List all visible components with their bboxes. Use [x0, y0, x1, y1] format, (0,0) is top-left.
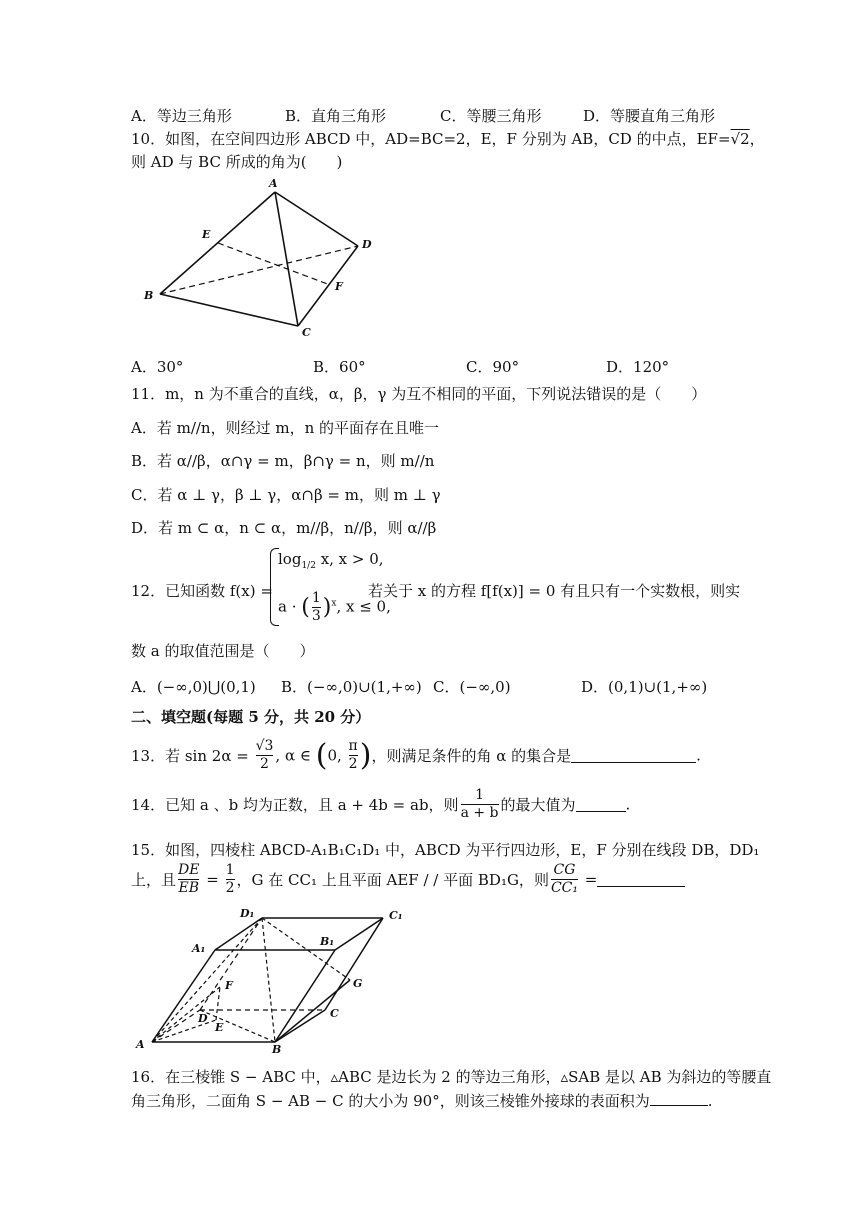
- q15-label-g: G: [353, 977, 363, 990]
- q10-label-e: E: [202, 228, 211, 241]
- q12-case1-base: 1/2: [301, 561, 316, 571]
- q11-option-b: B．若 α//β，α∩γ = m，β∩γ = n，则 m//n: [131, 452, 435, 470]
- q12-suffix: 若关于 x 的方程 f[f(x)] = 0 有且只有一个实数根，则实: [368, 582, 741, 600]
- q15-line1: 15．如图，四棱柱 ABCD-A₁B₁C₁D₁ 中，ABCD 为平行四边形，E，F 分别在线段 DB，DD₁: [131, 841, 760, 859]
- q12-option-c: C．(−∞,0): [433, 678, 511, 696]
- q13-zero: 0,: [327, 746, 347, 765]
- q12-option-d: D．(0,1)∪(1,+∞): [581, 678, 708, 696]
- q11-stem: 11．m，n 为不重合的直线，α，β，γ 为互不相同的平面，下列说法错误的是（ ）: [131, 385, 707, 403]
- q15-line2-pre: 上，且: [131, 871, 177, 889]
- q10-sqrt2: √2: [730, 130, 750, 148]
- q10-option-d: D．120°: [606, 358, 670, 376]
- q15-label-d1: D₁: [240, 907, 255, 920]
- q15-frac3-den: CC₁: [550, 880, 578, 896]
- q10-label-a: A: [269, 177, 278, 190]
- q11-option-c: C．若 α ⊥ γ，β ⊥ γ，α∩β = m，则 m ⊥ γ: [131, 486, 441, 504]
- q10-stem-line2: 则 AD 与 BC 所成的角为( ): [131, 153, 343, 171]
- q9-option-a: A．等边三角形: [131, 107, 232, 125]
- q9-option-c: C．等腰三角形: [440, 107, 542, 125]
- q12-case2-exp: x: [331, 598, 337, 609]
- q15-line2: [131, 862, 685, 897]
- q13-mid: , α ∈: [275, 746, 316, 765]
- q15-label-a1: A₁: [192, 942, 206, 955]
- q12-case2-den: 3: [311, 608, 321, 624]
- q15-label-f: F: [225, 979, 233, 992]
- q15-label-c1: C₁: [389, 909, 403, 922]
- q16-line1: 16．在三棱锥 S − ABC 中，▵ABC 是边长为 2 的等边三角形，▵SAB 是以 AB 为斜边的等腰直: [131, 1068, 772, 1086]
- q16-answer-blank[interactable]: [650, 1091, 708, 1106]
- q12-case1-rest: x, x > 0,: [315, 550, 384, 568]
- q15-line2-mid: ，G 在 CC₁ 上且平面 AEF / / 平面 BD₁G，则: [236, 871, 549, 889]
- q16-end: .: [707, 1092, 713, 1110]
- q14-frac-den: a + b: [460, 805, 499, 821]
- q15-frac1-num: DE: [178, 862, 200, 878]
- q12-case2-pre: a ·: [278, 597, 297, 616]
- q14-pre: 14．已知 a 、b 均为正数，且 a + 4b = ab，则: [131, 796, 459, 814]
- q9-option-d: D．等腰直角三角形: [583, 107, 716, 125]
- q12-case2: a · ( $\frac{1}{3}$ )$^x$, x ≤ 0,: [278, 590, 391, 624]
- q14: [131, 787, 630, 822]
- q9-option-b: B．直角三角形: [285, 107, 387, 125]
- q10-label-b: B: [144, 289, 154, 302]
- q13-pi-num: π: [348, 738, 358, 754]
- q12-case2-rest: , x ≤ 0,: [336, 597, 391, 616]
- q14-post: 的最大值为: [500, 796, 576, 814]
- q13-pre: 13．若 sin 2α =: [131, 747, 249, 765]
- q10-tetrahedron-figure: [140, 172, 380, 342]
- q15-label-b1: B₁: [320, 935, 335, 948]
- q15-frac1-den: EB: [178, 880, 199, 896]
- q14-frac-num: 1: [461, 787, 499, 805]
- q15-line2-end: =: [580, 870, 598, 889]
- q13-open: (: [315, 738, 328, 773]
- section-fill-in-heading: 二、填空题(每题 5 分，共 20 分）: [131, 708, 371, 726]
- q10-stem-line1: [131, 128, 765, 149]
- q13-frac-den: 2: [260, 756, 269, 772]
- q15-frac3-num: CG: [551, 862, 578, 880]
- q12-case1: [278, 550, 384, 571]
- q10-option-b: B．60°: [313, 358, 366, 376]
- q14-answer-blank[interactable]: [576, 797, 626, 812]
- q13-post: ，则满足条件的角 α 的集合是: [371, 747, 572, 765]
- q14-end: .: [625, 795, 631, 814]
- q15-label-a: A: [136, 1038, 145, 1051]
- q13-frac-num: √3: [255, 738, 274, 754]
- q15-frac2-den: 2: [225, 880, 235, 896]
- q11-option-a: A．若 m//n，则经过 m，n 的平面存在且唯一: [131, 419, 440, 437]
- q15-label-b: B: [272, 1043, 282, 1055]
- q13: [131, 738, 701, 773]
- q16-line2: [131, 1090, 713, 1111]
- q15-prism-figure: [130, 905, 420, 1055]
- q13-pi-den: 2: [348, 756, 358, 772]
- q13-answer-blank[interactable]: [571, 748, 696, 763]
- q15-label-c: C: [330, 1007, 339, 1020]
- q15-eq: =: [201, 870, 224, 889]
- q13-end: .: [696, 746, 701, 765]
- q10-comma: ，: [749, 130, 765, 148]
- q11-option-d: D．若 m ⊂ α，n ⊂ α，m//β，n//β，则 α//β: [131, 519, 437, 537]
- q15-frac2-num: 1: [225, 862, 235, 878]
- q15-label-d: D: [198, 1012, 208, 1025]
- q10-label-f: F: [335, 280, 343, 293]
- q10-stem-text: 10．如图，在空间四边形 ABCD 中，AD=BC=2，E，F 分别为 AB，CD 的中点，EF=: [131, 130, 731, 148]
- q10-label-d: D: [362, 238, 372, 251]
- q10-option-a: A．30°: [131, 358, 184, 376]
- q10-label-c: C: [302, 326, 311, 339]
- q15-answer-blank[interactable]: [597, 872, 685, 887]
- q12-case1-log: log: [278, 550, 302, 568]
- q12-option-b: B．(−∞,0)∪(1,+∞): [281, 678, 422, 696]
- q15-label-e: E: [215, 1021, 224, 1034]
- q10-option-c: C．90°: [466, 358, 520, 376]
- q12-option-a: A．(−∞,0)⋃(0,1): [131, 678, 256, 696]
- q16-line2-text: 角三角形，二面角 S − AB − C 的大小为 90°，则该三棱锥外接球的表面积为: [131, 1092, 650, 1110]
- q12-case2-num: 1: [311, 590, 321, 606]
- q13-close: ): [359, 738, 372, 773]
- q12-line2: 数 a 的取值范围是（ ）: [131, 642, 315, 660]
- q12-prefix: 12．已知函数 f(x) =: [131, 582, 273, 600]
